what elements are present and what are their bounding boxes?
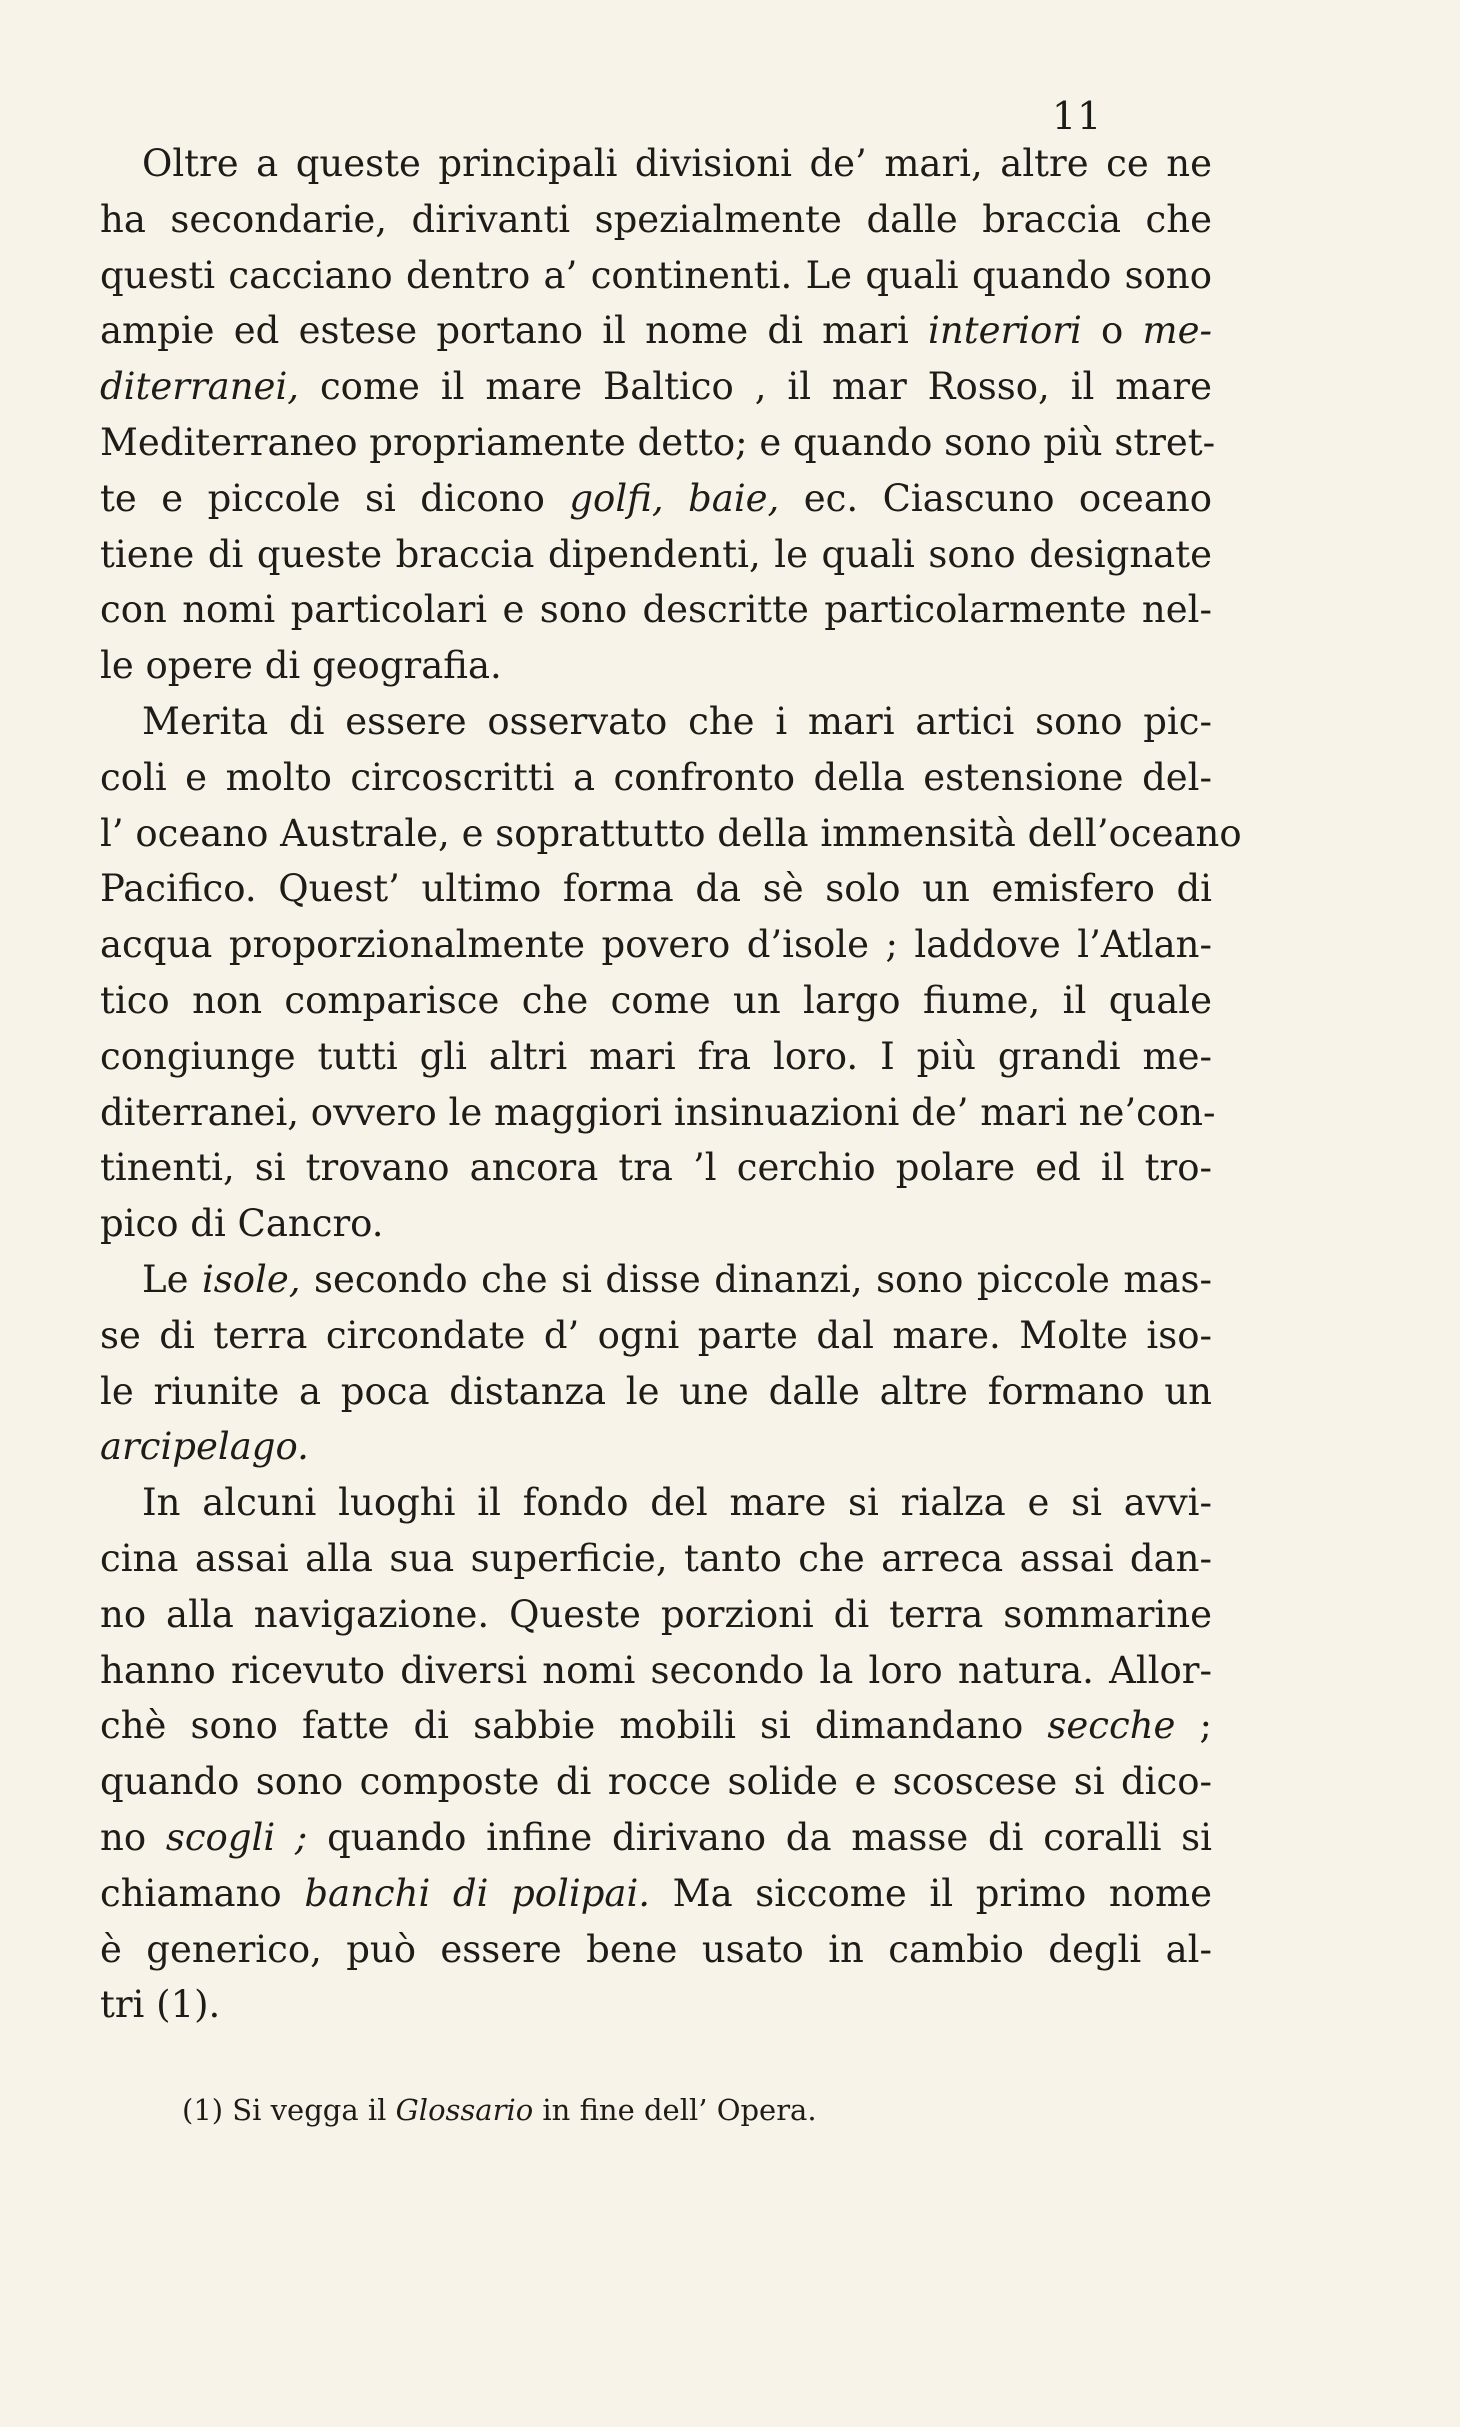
text-run: te e piccole si dicono [100, 476, 570, 520]
page-number: 11 [1052, 94, 1103, 138]
text-line [100, 1200, 1212, 1248]
text-run: quando sono composte di rocce solide e scoscese si dico- [100, 1760, 1212, 1804]
text-run: come il mare Baltico , il mar Rosso, il mare [299, 365, 1212, 409]
text-line [142, 1479, 1212, 1527]
text-run: Pacifico. Quest’ ultimo forma da sè solo un emisfero di [100, 867, 1212, 911]
text-line [142, 140, 1212, 188]
italic-term: me- [1142, 309, 1212, 353]
text-line [100, 252, 1212, 300]
text-line [100, 1144, 1212, 1192]
text-run: tinenti, si trovano ancora tra ’l cerchio polare ed il tro- [100, 1146, 1212, 1190]
text-line [100, 1423, 1212, 1471]
italic-term: secche [1047, 1704, 1176, 1748]
text-line [100, 1089, 1216, 1137]
italic-term: isole, [201, 1258, 301, 1301]
text-run: no [100, 1816, 166, 1859]
text-run: congiunge tutti gli altri mari fra loro. I più grandi me- [100, 1034, 1212, 1078]
footnote-italic-term: Glossario [395, 2093, 534, 2127]
text-run: se di terra circondate d’ ogni parte dal mare. Molte iso- [100, 1313, 1212, 1357]
italic-term: interiori [928, 309, 1082, 353]
text-line [100, 531, 1212, 579]
text-run: ampie ed estese portano il nome di mari [100, 309, 929, 353]
italic-term: diterranei, [100, 365, 300, 409]
text-line [100, 1758, 1212, 1806]
text-run: Mediterraneo propriamente detto; e quando sono più stret- [100, 421, 1216, 464]
text-line [100, 196, 1212, 244]
text-run: Merita di essere osservato che i mari artici sono pic- [142, 700, 1212, 743]
text-line [100, 1033, 1212, 1081]
text-run: acqua proporzionalmente povero d’isole ; laddove l’Atlan- [100, 923, 1212, 967]
footnote-text-after: in fine dell’ Opera. [533, 2093, 817, 2127]
text-run: secondo che si disse dinanzi, sono piccole mas- [300, 1258, 1212, 1301]
text-line [100, 1981, 1212, 2029]
text-run: chè sono fatte di sabbie mobili si dimandano [100, 1704, 1048, 1748]
text-line [100, 1591, 1212, 1639]
text-run [664, 477, 688, 520]
text-line [100, 586, 1212, 634]
text-run: diterranei, ovvero le maggiori insinuazioni de’ mari ne’con- [100, 1090, 1216, 1134]
text-line [100, 419, 1216, 467]
footnote [182, 2090, 817, 2130]
text-line [100, 754, 1212, 802]
text-run: quando infine dirivano da masse di coralli si [307, 1816, 1212, 1859]
text-line [100, 865, 1212, 913]
text-run: tri (1). [100, 1983, 221, 2027]
text-line [100, 1702, 1212, 1750]
text-line [100, 1312, 1212, 1360]
text-line [100, 363, 1212, 411]
text-run: le riunite a poca distanza le une dalle altre formano un [100, 1369, 1212, 1413]
text-run: ; [1175, 1704, 1213, 1748]
text-run: hanno ricevuto diversi nomi secondo la loro natura. Allor- [100, 1648, 1212, 1692]
text-run: Oltre a queste principali divisioni de’ mari, altre ce ne [142, 142, 1212, 185]
text-run: ec. Ciascuno oceano [779, 476, 1212, 520]
text-run: questi cacciano dentro a’ continenti. Le quali quando sono [100, 253, 1212, 297]
text-run: tiene di queste braccia dipendenti, le quali sono designate [100, 532, 1212, 576]
text-run: Ma siccome il primo nome [650, 1871, 1212, 1915]
text-line [100, 1535, 1212, 1583]
text-line [100, 475, 1212, 523]
italic-term: arcipelago. [100, 1425, 309, 1469]
text-line [100, 1926, 1212, 1974]
footnote-text-before: Si vegga il [223, 2093, 396, 2127]
text-line [100, 1368, 1212, 1416]
text-run: le opere di geografia. [100, 644, 502, 688]
text-run: è generico, può essere bene usato in cambio degli al- [100, 1927, 1212, 1971]
text-run: no alla navigazione. Queste porzioni di terra sommarine [100, 1592, 1212, 1636]
italic-term: baie, [688, 476, 780, 520]
text-line [142, 698, 1212, 746]
text-run: Le [142, 1258, 202, 1301]
italic-term: banchi di polipai. [304, 1871, 651, 1915]
text-run: con nomi particolari e sono descritte particolarmente nel- [100, 588, 1212, 632]
text-line [100, 307, 1212, 355]
text-line [100, 1870, 1212, 1918]
text-run: tico non comparisce che come un largo fiume, il quale [100, 979, 1212, 1022]
text-run: o [1081, 309, 1143, 353]
text-run: In alcuni luoghi il fondo del mare si rialza e si avvi- [142, 1481, 1212, 1525]
text-run: ha secondarie, dirivanti spezialmente dalle braccia che [100, 197, 1212, 241]
text-run: pico di Cancro. [100, 1202, 384, 1246]
italic-term: golfi, [569, 476, 664, 520]
text-line [100, 977, 1212, 1025]
text-line [100, 921, 1212, 969]
text-run: l’ oceano Australe, e soprattutto della immensità dell’oceano [100, 811, 1242, 855]
text-line [142, 1256, 1212, 1304]
text-line [100, 642, 1212, 690]
text-line [100, 1647, 1212, 1695]
footnote-marker: (1) [182, 2093, 224, 2127]
text-run: coli e molto circoscritti a confronto della estensione del- [100, 755, 1212, 799]
text-run: cina assai alla sua superficie, tanto che arreca assai dan- [100, 1537, 1212, 1580]
text-run: chiamano [100, 1871, 305, 1915]
text-line [100, 810, 1242, 858]
text-line [100, 1814, 1212, 1862]
italic-term: scogli ; [165, 1816, 308, 1859]
